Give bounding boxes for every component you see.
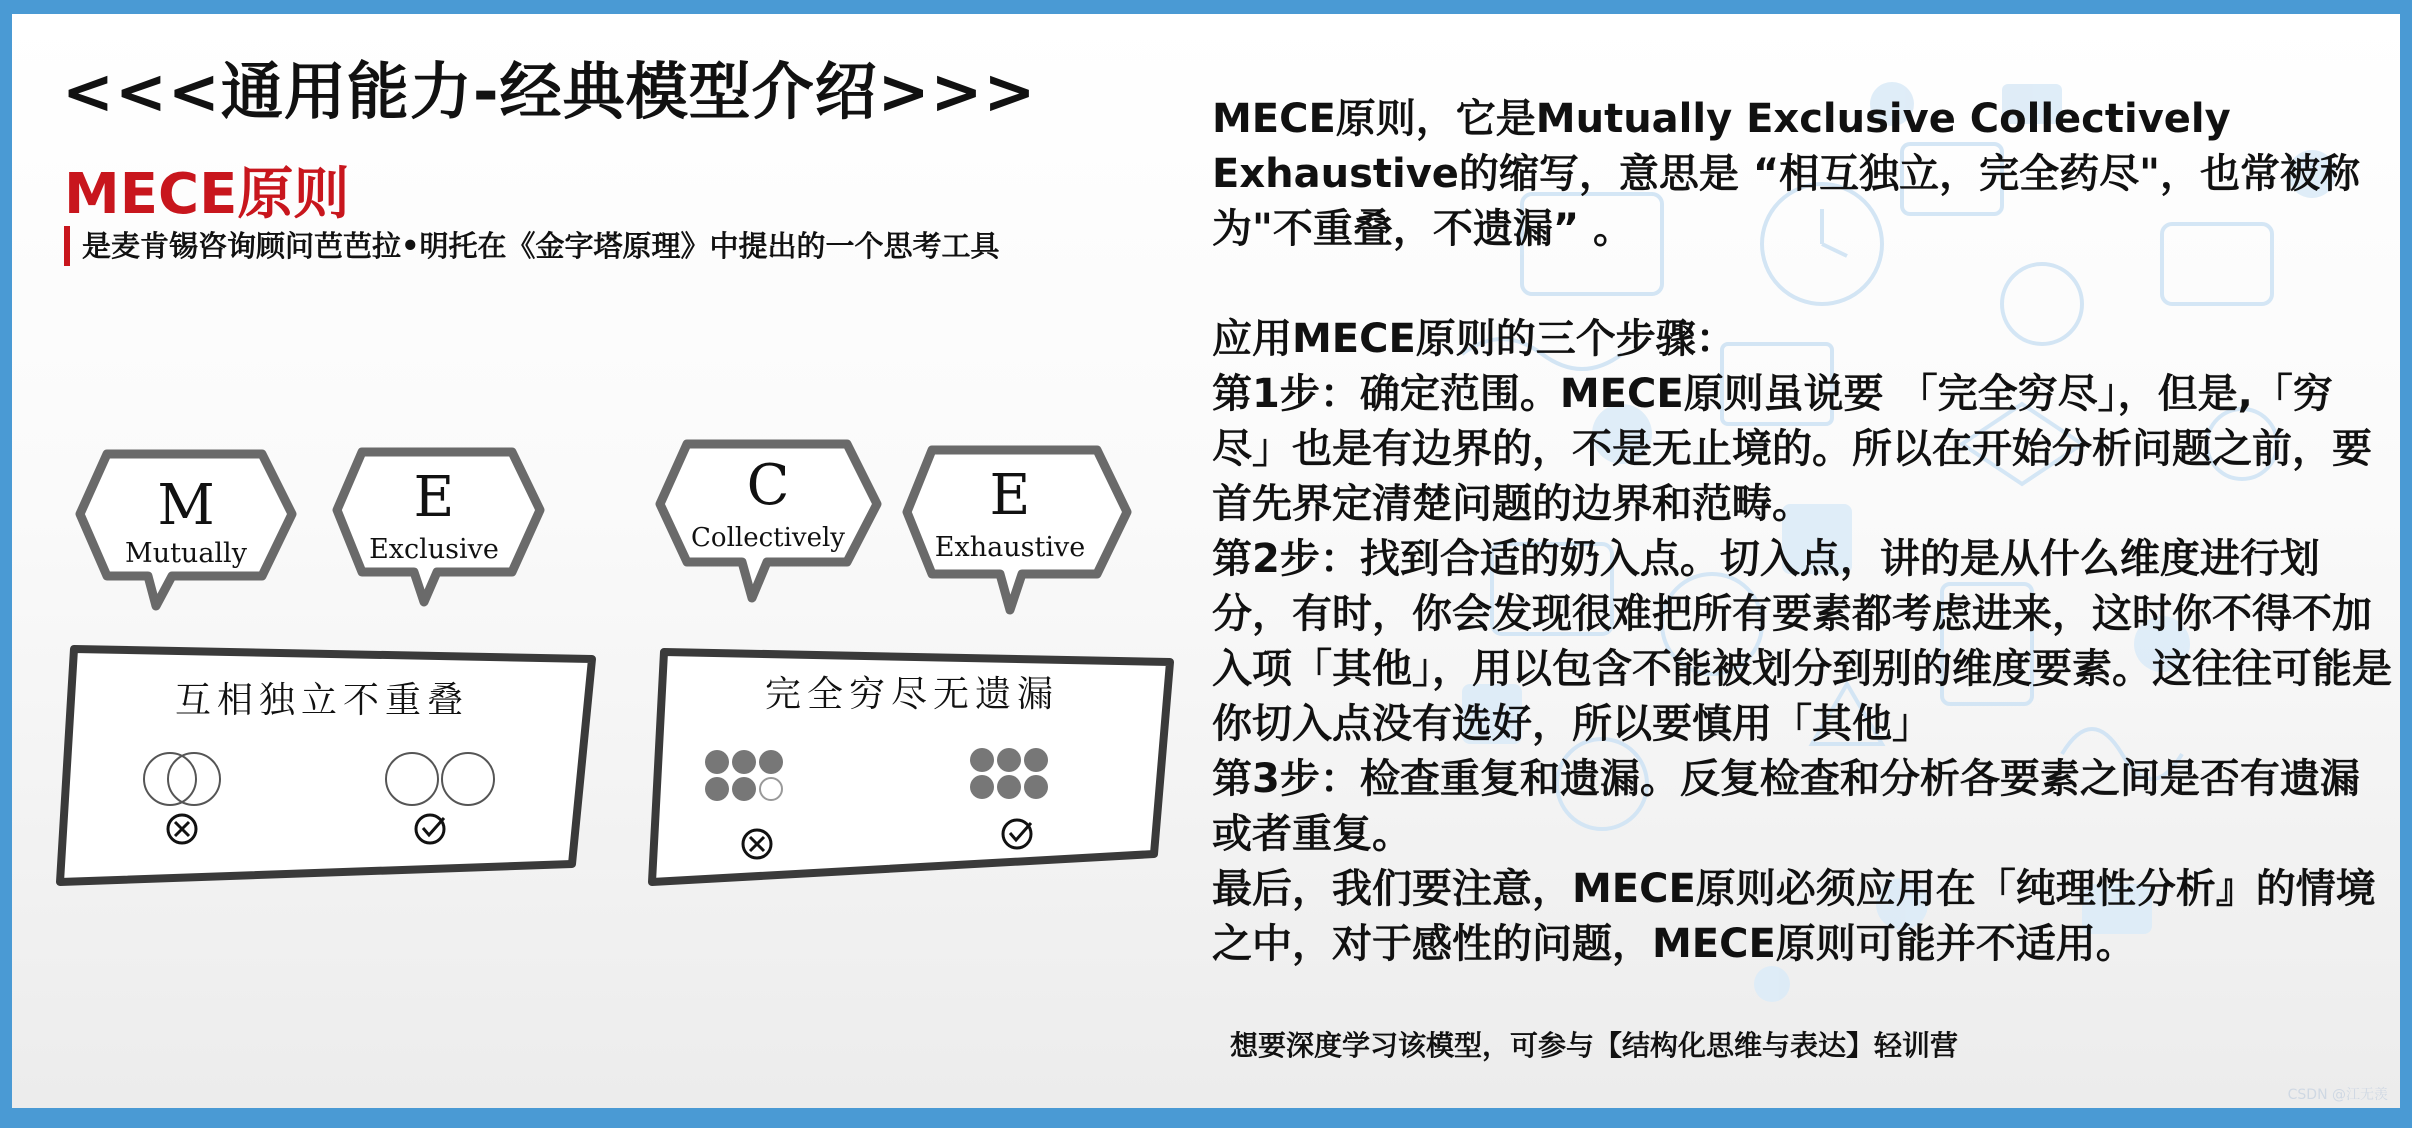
bubble-letter: E bbox=[989, 463, 1031, 528]
footer-note: 想要深度学习该模型，可参与【结构化思维与表达】轻训营 bbox=[1230, 1029, 1959, 1062]
bubble-letter: E bbox=[413, 465, 455, 530]
paragraph-steps-heading: 应用MECE原则的三个步骤： bbox=[1212, 316, 1736, 362]
slide bbox=[12, 14, 2400, 1108]
mece-heading: MECE原则 bbox=[64, 162, 350, 227]
bubble-word: Mutually bbox=[125, 538, 247, 569]
paragraph-intro: MECE原则，它是Mutually Exclusive Collectively Exhaustive的缩写，意思是 “相互独立，完全药尽"，也常被称为"不重叠，不遗漏” 。 bbox=[1212, 96, 2360, 252]
board-mutually-exclusive bbox=[60, 649, 592, 882]
board-collectively-exhaustive bbox=[652, 652, 1170, 882]
speech-bubble-m bbox=[80, 454, 292, 606]
speech-bubble-c bbox=[660, 444, 877, 598]
paragraph-conclusion: 最后，我们要注意，MECE原则必须应用在「纯理性分析』的情境之中，对于感性的问题，MECE原则可能并不适用。 bbox=[1212, 866, 2376, 967]
board-caption: 互相独立不重叠 bbox=[174, 680, 470, 721]
board-caption: 完全穷尽无遗漏 bbox=[764, 674, 1060, 715]
bubble-word: Exhaustive bbox=[934, 532, 1086, 563]
bubble-letter: C bbox=[746, 453, 790, 518]
speech-bubble-e-exclusive bbox=[337, 452, 540, 602]
bubble-word: Exclusive bbox=[369, 534, 499, 565]
mece-diagram bbox=[52, 434, 1202, 904]
bubble-letter: M bbox=[157, 473, 215, 538]
paragraph-step-1: 第1步：确定范围。MECE原则虽说要 「完全穷尽」，但是,「穷尽」也是有边界的，不是无止境的。所以在开始分析问题之前，要首先界定清楚问题的边界和范畴。 bbox=[1212, 371, 2372, 527]
paragraph-spacer bbox=[1212, 257, 2392, 312]
mece-explanation bbox=[1212, 92, 2392, 972]
paragraph-step-3: 第3步：检查重复和遗漏。反复检查和分析各要素之间是否有遗漏或者重复。 bbox=[1212, 756, 2360, 857]
page-title: <<<通用能力-经典模型介绍>>> bbox=[62, 55, 1037, 128]
csdn-watermark: CSDN @江无羡 bbox=[2287, 1087, 2388, 1103]
mece-description: 是麦肯锡咨询顾问芭芭拉•明托在《金字塔原理》中提出的一个思考工具 bbox=[64, 226, 1000, 266]
bubble-word: Collectively bbox=[691, 523, 845, 553]
speech-bubble-e-exhaustive bbox=[907, 450, 1127, 610]
paragraph-step-2: 第2步：找到合适的奶入点。切入点，讲的是从什么维度进行划分，有时，你会发现很难把所有要素都考虑进来，这时你不得不加入项「其他」，用以包含不能被划分到别的维度要素。这往往可能是你切入点没有选好，所以要慎用「其他」 bbox=[1212, 536, 2392, 747]
